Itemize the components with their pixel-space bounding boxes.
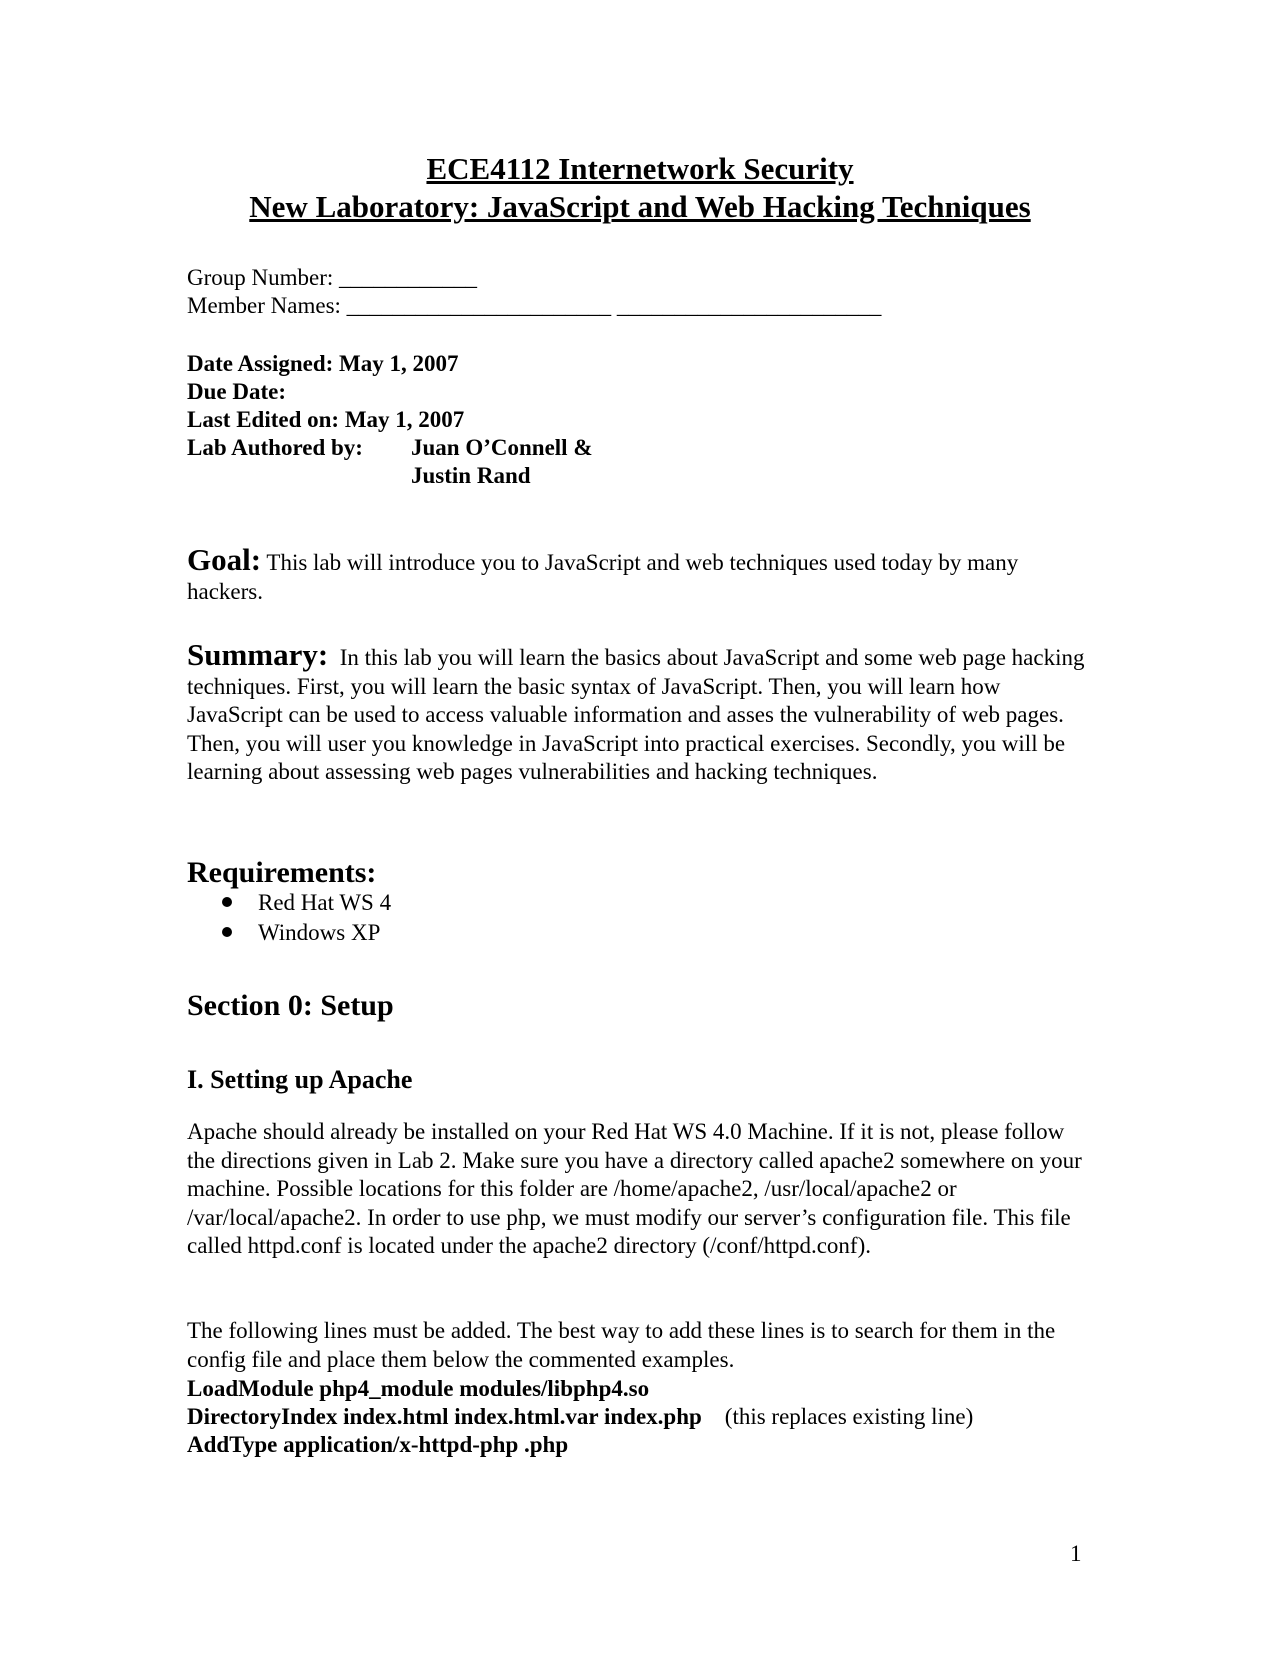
summary-paragraph — [187, 637, 1092, 787]
config-line-addtype: AddType application/x-httpd-php .php — [187, 1432, 569, 1457]
summary-label: Summary: — [187, 637, 329, 672]
page-number: 1 — [1070, 1541, 1082, 1566]
config-line-directoryindex: DirectoryIndex index.html index.html.var index.php (this replaces existing line) — [187, 1404, 974, 1429]
bullet-icon — [222, 927, 232, 937]
config-paragraph: The following lines must be added. The best way to add these lines is to search for them in the config file and place them below the commented examples. — [187, 1318, 1056, 1372]
goal-label: Goal: — [187, 542, 262, 577]
author-1: Juan O’Connell & — [411, 435, 593, 460]
requirement-item: Windows XP — [222, 918, 380, 948]
config-line-loadmodule: LoadModule php4_module modules/libphp4.so — [187, 1376, 650, 1401]
author-2: Justin Rand — [411, 463, 531, 488]
authored-label: Lab Authored by: — [187, 435, 363, 460]
last-edited: Last Edited on: May 1, 2007 — [187, 407, 465, 432]
goal-text: This lab will introduce you to JavaScript and web techniques used today by many hackers. — [187, 550, 1019, 604]
section-0-heading: Section 0: Setup — [187, 989, 394, 1022]
setting-up-apache-heading: I. Setting up Apache — [187, 1065, 413, 1094]
course-title: ECE4112 Internetwork Security — [426, 151, 854, 186]
requirement-item: Red Hat WS 4 — [222, 888, 391, 918]
due-date: Due Date: — [187, 379, 286, 404]
lab-title: New Laboratory: JavaScript and Web Hacking Techniques — [249, 189, 1031, 224]
summary-text: In this lab you will learn the basics about JavaScript and some web page hacking techniques. First, you will learn the basic syntax of JavaScript. Then, you will learn how JavaScript can be used to access valuable information and asses the vulnerability of web pages. Then, you will user you knowledge in JavaScript into practical exercises. Secondly, you will be learning about assessing web pages vulnerabilities and hacking techniques. — [187, 645, 1085, 785]
requirements-heading: Requirements: — [187, 856, 377, 889]
apache-paragraph: Apache should already be installed on your Red Hat WS 4.0 Machine. If it is not, please follow the directions given in Lab 2. Make sure you have a directory called apache2 somewhere on your machine. Possible locations for this folder are /home/apache2, /usr/local/apache2 or /var/local/apache2. In order to use php, we must modify our server’s configuration file. This file called httpd.conf is located under the apache2 directory (/conf/httpd.conf). — [187, 1119, 1082, 1259]
member-names-field: Member Names: _______________________ _______________________ — [187, 293, 882, 318]
config-line-note: (this replaces existing line) — [724, 1404, 974, 1429]
date-assigned: Date Assigned: May 1, 2007 — [187, 351, 459, 376]
bullet-icon — [222, 897, 232, 907]
group-number-field: Group Number: ____________ — [187, 265, 478, 290]
goal-paragraph — [187, 542, 1092, 606]
